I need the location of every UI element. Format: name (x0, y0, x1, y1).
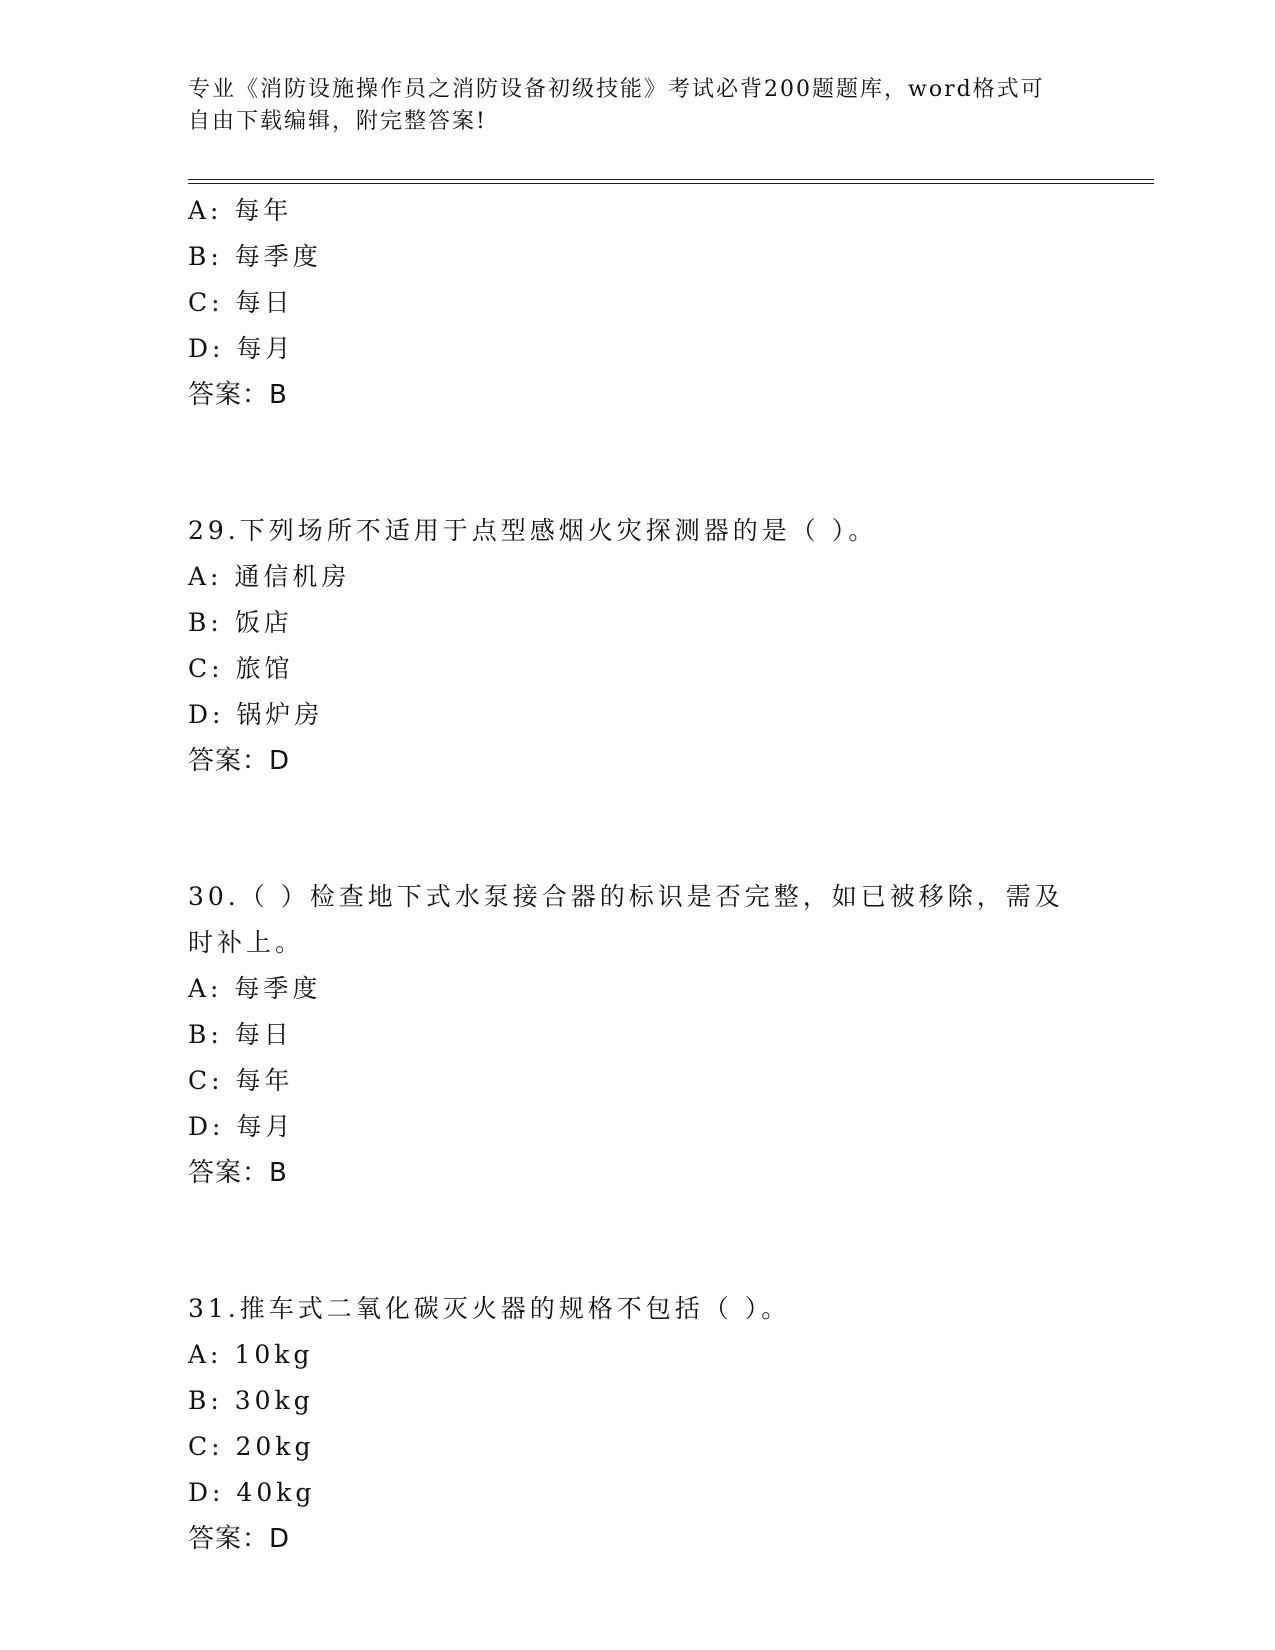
option-a: A: 通信机房 (188, 562, 351, 591)
header-line-1: 专业《消防设施操作员之消防设备初级技能》考试必背200题题库，word格式可 (188, 77, 1045, 102)
option-a: A: 每年 (188, 196, 293, 225)
option-b: B: 每季度 (188, 242, 322, 271)
option-a: A: 10kg (188, 1340, 314, 1369)
stem-line: 31.推车式二氧化碳灭火器的规格不包括（ ）。 (188, 1294, 791, 1323)
answer-line: 答案：D (188, 746, 291, 776)
option-d: D: 每月 (188, 1112, 295, 1141)
option-d: D: 40kg (188, 1478, 316, 1507)
page-header (188, 74, 1068, 138)
question-block-29 (188, 508, 1088, 784)
answer-line: 答案：B (188, 380, 288, 410)
option-b: B: 30kg (188, 1386, 314, 1415)
spacer (188, 784, 1088, 874)
header-line-2: 自由下载编辑，附完整答案! (188, 109, 487, 134)
question-stem (188, 508, 1088, 554)
spacer (188, 1196, 1088, 1286)
answer-line: 答案：B (188, 1158, 288, 1188)
option-a: A: 每季度 (188, 974, 322, 1003)
option-d: D: 锅炉房 (188, 700, 324, 729)
question-block-28 (188, 188, 1088, 418)
question-block-30 (188, 874, 1088, 1196)
stem-line: 时补上。 (188, 928, 305, 957)
stem-line: 29.下列场所不适用于点型感烟火灾探测器的是（ ）。 (188, 516, 878, 545)
question-stem (188, 874, 1088, 966)
question-stem (188, 1286, 1088, 1332)
question-block-31 (188, 1286, 1088, 1562)
option-c: C: 每年 (188, 1066, 294, 1095)
option-d: D: 每月 (188, 334, 295, 363)
option-c: C: 20kg (188, 1432, 315, 1461)
header-divider-top (188, 179, 1154, 180)
answer-line: 答案：D (188, 1524, 291, 1554)
spacer (188, 418, 1088, 508)
option-c: C: 每日 (188, 288, 294, 317)
option-b: B: 每日 (188, 1020, 293, 1049)
header-divider-bottom (188, 183, 1154, 184)
question-list (188, 188, 1088, 1562)
option-c: C: 旅馆 (188, 654, 294, 683)
option-b: B: 饭店 (188, 608, 293, 637)
stem-line: 30.（ ）检查地下式水泵接合器的标识是否完整，如已被移除，需及 (188, 882, 1064, 911)
